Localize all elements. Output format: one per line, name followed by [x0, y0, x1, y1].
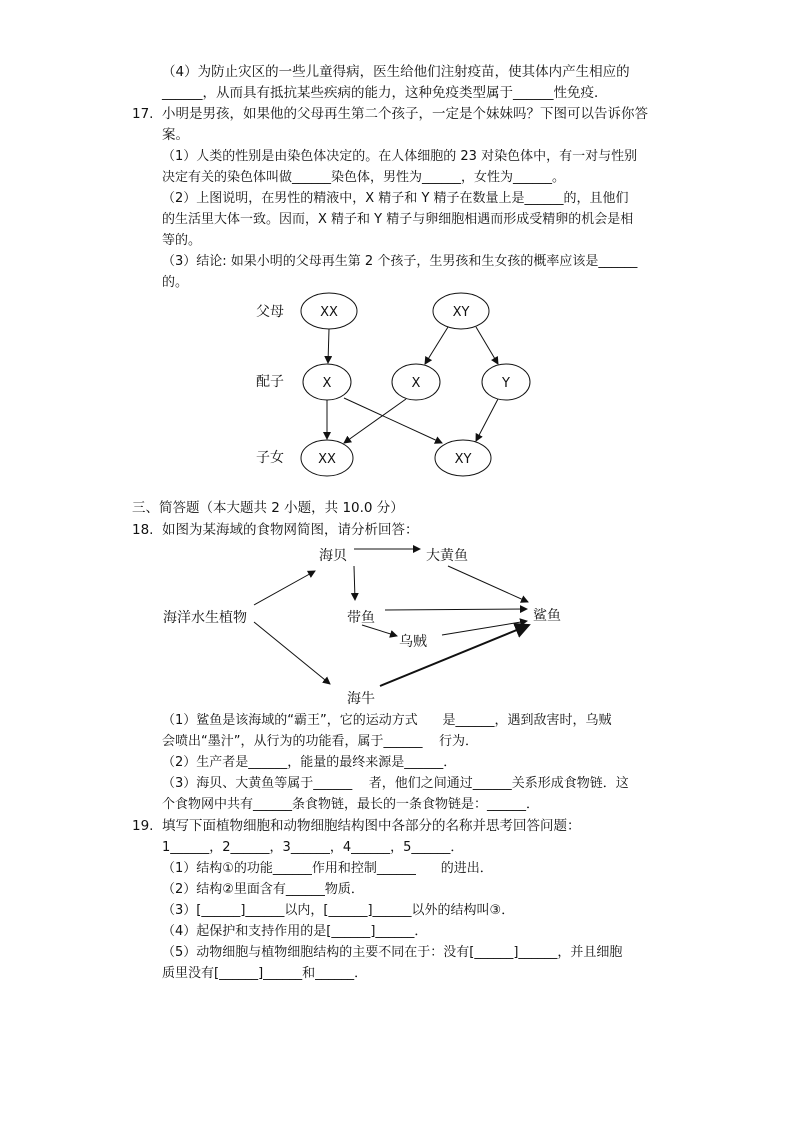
q19-part3: （3）[______]______以内，[______]______以外的结构叫③． — [162, 903, 515, 918]
q18-number: 18. — [132, 522, 154, 538]
arrow-plants-to-seahare — [254, 622, 330, 684]
arrow-gamete-father-y-to-boy — [476, 399, 498, 441]
node-child-boy-label: XY — [454, 452, 472, 467]
arrow-gamete-father-x-to-girl — [344, 399, 406, 443]
q18-part1-line1: （1）鲨鱼是该海域的“霸王”，它的运动方式 是______，遇到敌害时，乌贼 — [162, 713, 612, 728]
arrow-clam-to-hairtail — [354, 566, 355, 600]
q19-number: 19. — [132, 818, 154, 834]
node-gamete-father-y-label: Y — [502, 376, 510, 391]
food-web-diagram — [150, 538, 580, 710]
arrow-father-to-gamete-x — [425, 327, 448, 364]
q16-part4-line1: （4）为防止灾区的一些儿童得病，医生给他们注射疫苗，使其体内产生相应的 — [162, 64, 630, 80]
q17-part3-line1: （3）结论: 如果小明的父母再生第 2 个孩子，生男孩和生女孩的概率应该是______ — [162, 254, 638, 269]
node-parent-father-label: XY — [452, 305, 470, 320]
arrow-squid-to-shark — [442, 621, 527, 635]
node-gamete-father-x-label: X — [411, 376, 421, 391]
q17-part1-line2: 决定有关的染色体叫做______染色体，男性为______，女性为______。 — [162, 170, 566, 185]
arrow-plants-to-clam — [254, 571, 315, 605]
q19-part2: （2）结构②里面含有______物质． — [162, 882, 364, 897]
arrow-mother-to-gamete — [328, 329, 329, 363]
q17-part1-line1: （1）人类的性别是由染色体决定的。在人体细胞的 23 对染色体中，有一对与性别 — [162, 149, 638, 164]
section-heading: 三、简答题（本大题共 2 小题，共 10.0 分） — [132, 500, 404, 516]
q17-part2-line2: 的生活里大体一致。因而，X 精子和 Y 精子与卵细胞相遇而形成受精卵的机会是相 — [162, 212, 634, 227]
q19-part1: （1）结构①的功能______作用和控制______ 的进出． — [162, 861, 493, 876]
node-parent-mother-label: XX — [320, 305, 338, 320]
q17-part2-line3: 等的。 — [162, 233, 202, 248]
q18-part2: （2）生产者是______，能量的最终来源是______． — [162, 755, 457, 770]
q17-part3-line2: 的。 — [162, 275, 189, 290]
row-label-gametes: 配子 — [256, 374, 284, 390]
q18-part1-line2: 会喷出“墨汁”，从行为的功能看，属于______ 行为． — [162, 734, 478, 749]
q18-stem: 如图为某海域的食物网简图，请分析回答： — [162, 522, 419, 538]
node-hairtail: 带鱼 — [347, 610, 375, 626]
arrow-hairtail-to-squid — [362, 625, 397, 636]
arrow-gamete-mother-to-boy — [344, 398, 442, 443]
node-gamete-mother-label: X — [322, 376, 332, 391]
node-squid: 乌贼 — [399, 634, 427, 650]
sex-inheritance-diagram — [240, 285, 540, 485]
q19-part5-line1: （5）动物细胞与植物细胞结构的主要不同在于：没有[______]______，并且细胞 — [162, 945, 623, 960]
node-clam: 海贝 — [319, 548, 347, 564]
row-label-parents: 父母 — [256, 304, 284, 320]
q18-part3-line1: （3）海贝、大黄鱼等属于______ 者，他们之间通过______关系形成食物链．这 — [162, 776, 629, 791]
q19-part5-line2: 质里没有[______]______和______． — [162, 966, 368, 981]
q19-stem: 填写下面植物细胞和动物细胞结构图中各部分的名称并思考回答问题： — [162, 818, 581, 834]
q17-number: 17. — [132, 106, 154, 122]
q19-part4: （4）起保护和支持作用的是[______]______． — [162, 924, 428, 939]
q16-part4-line2: ______，从而具有抵抗某些疾病的能力，这种免疫类型属于______性免疫． — [162, 85, 608, 101]
q19-blanks: 1______，2______，3______，4______，5______． — [162, 840, 464, 855]
q17-part2-line1: （2）上图说明，在男性的精液中，X 精子和 Y 精子在数量上是______的，且他们 — [162, 191, 629, 206]
node-shark: 鲨鱼 — [533, 608, 561, 624]
q18-part3-line2: 个食物网中共有______条食物链，最长的一条食物链是：______． — [162, 797, 540, 812]
q17-stem-line2: 案。 — [162, 127, 189, 143]
q17-stem-line1: 小明是男孩，如果他的父母再生第二个孩子，一定是个妹妹吗？下图可以告诉你答 — [162, 106, 648, 122]
arrow-hairtail-to-shark — [385, 609, 527, 610]
arrow-father-to-gamete-y — [476, 327, 498, 364]
arrow-croaker-to-shark — [448, 566, 528, 602]
node-croaker: 大黄鱼 — [426, 548, 468, 564]
node-child-girl-label: XX — [318, 452, 336, 467]
row-label-children: 子女 — [256, 450, 284, 466]
node-plants: 海洋水生植物 — [163, 610, 247, 626]
node-seahare: 海牛 — [347, 691, 375, 707]
